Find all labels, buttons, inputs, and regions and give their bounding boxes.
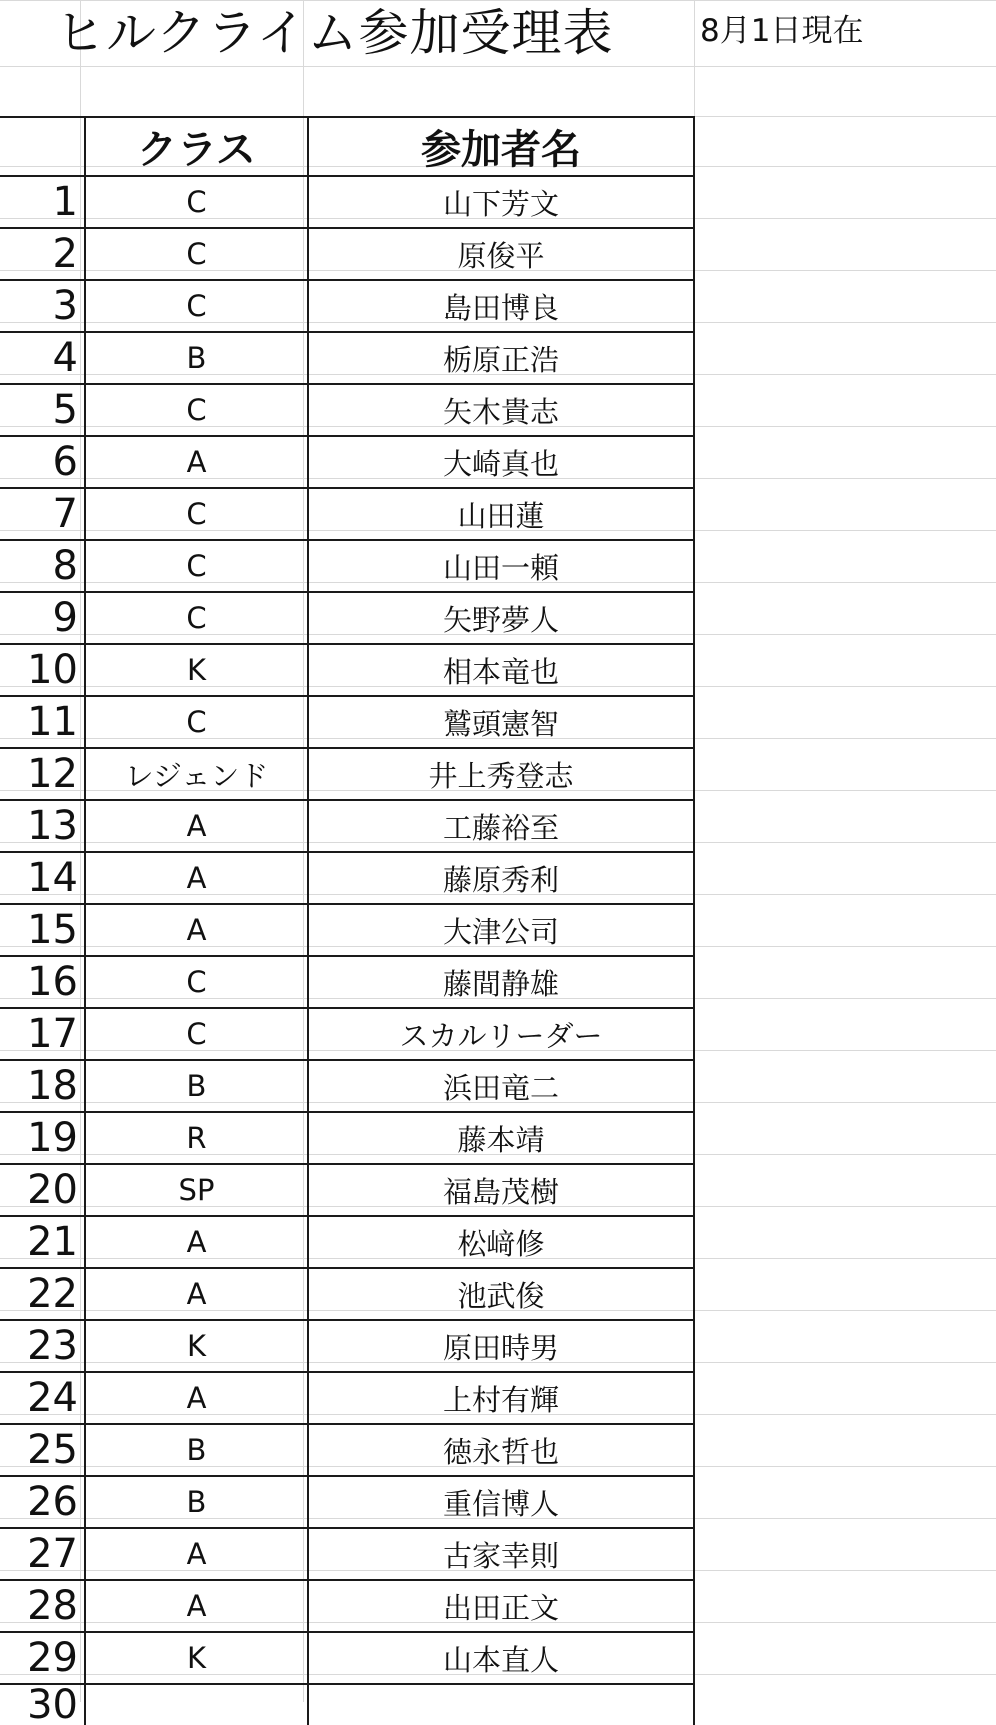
- name-cell[interactable]: 古家幸則: [308, 1528, 694, 1580]
- number-cell[interactable]: 30: [0, 1684, 85, 1725]
- class-cell[interactable]: SP: [85, 1164, 308, 1216]
- table-row: [0, 1008, 694, 1060]
- class-cell[interactable]: C: [85, 280, 308, 332]
- class-cell[interactable]: K: [85, 1632, 308, 1684]
- number-cell[interactable]: 29: [0, 1632, 85, 1684]
- table-header-row: [0, 117, 694, 176]
- class-cell[interactable]: C: [85, 1008, 308, 1060]
- table-row: [0, 176, 694, 228]
- name-cell[interactable]: 出田正文: [308, 1580, 694, 1632]
- number-cell[interactable]: 10: [0, 644, 85, 696]
- number-cell[interactable]: 22: [0, 1268, 85, 1320]
- number-cell[interactable]: 20: [0, 1164, 85, 1216]
- class-cell[interactable]: A: [85, 1372, 308, 1424]
- table-row: [0, 1528, 694, 1580]
- number-cell[interactable]: 15: [0, 904, 85, 956]
- table-row: [0, 800, 694, 852]
- number-cell[interactable]: 2: [0, 228, 85, 280]
- name-cell[interactable]: 大崎真也: [308, 436, 694, 488]
- number-cell[interactable]: 4: [0, 332, 85, 384]
- number-cell[interactable]: 28: [0, 1580, 85, 1632]
- name-cell[interactable]: 池武俊: [308, 1268, 694, 1320]
- number-cell[interactable]: 19: [0, 1112, 85, 1164]
- class-cell[interactable]: C: [85, 696, 308, 748]
- name-cell[interactable]: 原田時男: [308, 1320, 694, 1372]
- class-cell[interactable]: A: [85, 852, 308, 904]
- number-cell[interactable]: 16: [0, 956, 85, 1008]
- number-cell[interactable]: 26: [0, 1476, 85, 1528]
- number-cell[interactable]: 7: [0, 488, 85, 540]
- name-cell[interactable]: 松﨑修: [308, 1216, 694, 1268]
- table-row: [0, 280, 694, 332]
- name-cell[interactable]: 矢野夢人: [308, 592, 694, 644]
- name-cell[interactable]: 重信博人: [308, 1476, 694, 1528]
- number-cell[interactable]: 9: [0, 592, 85, 644]
- table-row: [0, 436, 694, 488]
- class-cell[interactable]: レジェンド: [85, 748, 308, 800]
- name-cell[interactable]: 栃原正浩: [308, 332, 694, 384]
- name-cell[interactable]: 藤間静雄: [308, 956, 694, 1008]
- table-row: [0, 1372, 694, 1424]
- number-cell[interactable]: 3: [0, 280, 85, 332]
- class-cell[interactable]: C: [85, 592, 308, 644]
- name-cell[interactable]: 浜田竜二: [308, 1060, 694, 1112]
- class-cell[interactable]: A: [85, 1216, 308, 1268]
- table-row: [0, 644, 694, 696]
- class-cell[interactable]: A: [85, 436, 308, 488]
- name-cell[interactable]: 島田博良: [308, 280, 694, 332]
- number-cell[interactable]: 13: [0, 800, 85, 852]
- name-cell[interactable]: 矢木貴志: [308, 384, 694, 436]
- name-cell[interactable]: 上村有輝: [308, 1372, 694, 1424]
- name-cell[interactable]: 徳永哲也: [308, 1424, 694, 1476]
- table-row: [0, 956, 694, 1008]
- table-row: [0, 852, 694, 904]
- table-row: [0, 1268, 694, 1320]
- number-cell[interactable]: 8: [0, 540, 85, 592]
- table-row: [0, 1476, 694, 1528]
- name-cell[interactable]: 工藤裕至: [308, 800, 694, 852]
- class-cell[interactable]: C: [85, 228, 308, 280]
- as-of-date: 8月1日現在: [700, 13, 864, 49]
- class-cell[interactable]: A: [85, 1580, 308, 1632]
- table-row: [0, 1684, 694, 1725]
- name-cell[interactable]: 藤本靖: [308, 1112, 694, 1164]
- table-row: [0, 228, 694, 280]
- number-cell[interactable]: 21: [0, 1216, 85, 1268]
- table-row: [0, 332, 694, 384]
- class-cell[interactable]: C: [85, 384, 308, 436]
- class-cell[interactable]: R: [85, 1112, 308, 1164]
- number-cell[interactable]: 6: [0, 436, 85, 488]
- table-row: [0, 488, 694, 540]
- table-row: [0, 592, 694, 644]
- class-cell[interactable]: C: [85, 956, 308, 1008]
- name-cell[interactable]: 相本竜也: [308, 644, 694, 696]
- name-cell[interactable]: スカルリーダー: [308, 1008, 694, 1060]
- table-row: [0, 1112, 694, 1164]
- class-cell[interactable]: A: [85, 1268, 308, 1320]
- class-cell[interactable]: C: [85, 540, 308, 592]
- class-cell[interactable]: K: [85, 644, 308, 696]
- name-cell[interactable]: 藤原秀利: [308, 852, 694, 904]
- number-cell[interactable]: 17: [0, 1008, 85, 1060]
- name-cell[interactable]: [308, 1684, 694, 1725]
- name-cell[interactable]: 原俊平: [308, 228, 694, 280]
- class-cell[interactable]: B: [85, 332, 308, 384]
- number-cell[interactable]: 23: [0, 1320, 85, 1372]
- sheet-title: ヒルクライム参加受理表: [55, 4, 614, 62]
- table-row: [0, 540, 694, 592]
- class-cell[interactable]: B: [85, 1476, 308, 1528]
- table-row: [0, 1424, 694, 1476]
- table-row: [0, 1632, 694, 1684]
- number-cell[interactable]: 14: [0, 852, 85, 904]
- name-cell[interactable]: 福島茂樹: [308, 1164, 694, 1216]
- class-cell[interactable]: C: [85, 176, 308, 228]
- header-number-cell[interactable]: [0, 117, 85, 176]
- number-cell[interactable]: 25: [0, 1424, 85, 1476]
- name-cell[interactable]: 井上秀登志: [308, 748, 694, 800]
- number-cell[interactable]: 24: [0, 1372, 85, 1424]
- table-row: [0, 748, 694, 800]
- class-cell[interactable]: K: [85, 1320, 308, 1372]
- gridline: [0, 66, 996, 67]
- table-row: [0, 384, 694, 436]
- table-row: [0, 1216, 694, 1268]
- class-cell[interactable]: [85, 1684, 308, 1725]
- table-row: [0, 696, 694, 748]
- class-cell[interactable]: B: [85, 1060, 308, 1112]
- class-cell[interactable]: A: [85, 904, 308, 956]
- header-name-cell[interactable]: 参加者名: [308, 117, 694, 176]
- number-cell[interactable]: 18: [0, 1060, 85, 1112]
- number-cell[interactable]: 5: [0, 384, 85, 436]
- class-cell[interactable]: C: [85, 488, 308, 540]
- number-cell[interactable]: 11: [0, 696, 85, 748]
- number-cell[interactable]: 27: [0, 1528, 85, 1580]
- class-cell[interactable]: A: [85, 1528, 308, 1580]
- table-row: [0, 904, 694, 956]
- name-cell[interactable]: 大津公司: [308, 904, 694, 956]
- table-row: [0, 1580, 694, 1632]
- table-row: [0, 1164, 694, 1216]
- number-cell[interactable]: 12: [0, 748, 85, 800]
- table-row: [0, 1320, 694, 1372]
- table-row: [0, 1060, 694, 1112]
- number-cell[interactable]: 1: [0, 176, 85, 228]
- name-cell[interactable]: 山田一頼: [308, 540, 694, 592]
- header-class-cell[interactable]: クラス: [85, 117, 308, 176]
- participant-table: [0, 116, 695, 1725]
- name-cell[interactable]: 山田蓮: [308, 488, 694, 540]
- name-cell[interactable]: 山本直人: [308, 1632, 694, 1684]
- name-cell[interactable]: 鷲頭憲智: [308, 696, 694, 748]
- class-cell[interactable]: A: [85, 800, 308, 852]
- class-cell[interactable]: B: [85, 1424, 308, 1476]
- name-cell[interactable]: 山下芳文: [308, 176, 694, 228]
